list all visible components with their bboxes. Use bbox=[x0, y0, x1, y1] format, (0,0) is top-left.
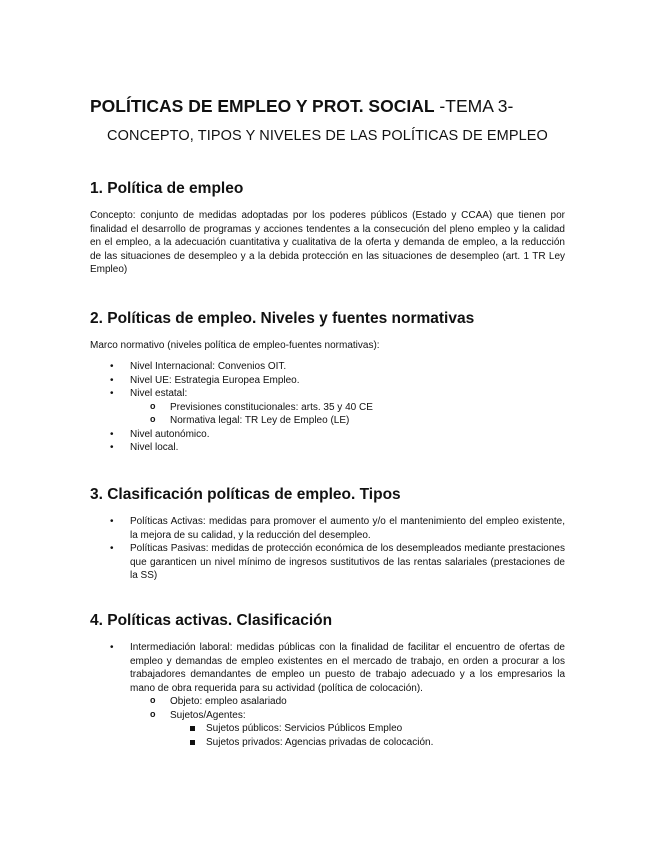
list-item bbox=[90, 641, 565, 749]
agent-item: Sujetos públicos: Servicios Públicos Empleo bbox=[170, 722, 565, 736]
sub-list-item: o Previsiones constitucionales: arts. 35 y 40 CE bbox=[130, 401, 565, 415]
sub-list-item: o Normativa legal: TR Ley de Empleo (LE) bbox=[130, 414, 565, 428]
section-2-list bbox=[90, 360, 565, 455]
section-4-list bbox=[90, 641, 565, 749]
list-item: • Nivel UE: Estrategia Europea Empleo. bbox=[90, 374, 565, 388]
list-item: • Políticas Pasivas: medidas de protección económica de los desempleados mediante prestaciones que garanticen un nivel mínimo de ingresos sustitutivos de las rentas salariales (prestaciones de la SS) bbox=[90, 542, 565, 583]
list-item: • Nivel Internacional: Convenios OIT. bbox=[90, 360, 565, 374]
list-item: • Políticas Activas: medidas para promover el aumento y/o el mantenimiento del empleo existente, la mejora de su calidad, y la reducción del desempleo. bbox=[90, 515, 565, 542]
agent-item: Sujetos privados: Agencias privadas de colocación. bbox=[170, 736, 565, 750]
section-4-heading: 4. Políticas activas. Clasificación bbox=[90, 612, 333, 629]
title-main: POLÍTICAS DE EMPLEO Y PROT. SOCIAL bbox=[90, 96, 435, 116]
section-3-list bbox=[90, 515, 565, 583]
list-item-label: Nivel estatal: bbox=[130, 388, 188, 399]
page-subtitle: CONCEPTO, TIPOS Y NIVELES DE LAS POLÍTICAS DE EMPLEO bbox=[107, 128, 548, 144]
agents-list bbox=[170, 722, 565, 749]
estatal-sublist bbox=[130, 401, 565, 428]
section-1-heading: 1. Política de empleo bbox=[90, 180, 244, 197]
section-2-intro: Marco normativo (niveles política de empleo-fuentes normativas): bbox=[90, 340, 380, 351]
intermediacion-sublist bbox=[130, 695, 565, 749]
title-suffix: -TEMA 3- bbox=[439, 96, 514, 116]
list-item: • Nivel local. bbox=[90, 441, 565, 455]
list-item-text: Intermediación laboral: medidas públicas con la finalidad de facilitar el encuentro de ofertas de empleo y demandas de empleo existentes en el mercado de trabajo, en orden a procurar a los trabajadores demandantes de empleo un puesto de trabajo adecuado y a los empresarios la mano de obra requerida para su actividad (política de colocación). bbox=[130, 642, 565, 694]
list-item: • Nivel autonómico. bbox=[90, 428, 565, 442]
sub-list-item: o Objeto: empleo asalariado bbox=[130, 695, 565, 709]
section-1-paragraph: Concepto: conjunto de medidas adoptadas por los poderes públicos (Estado y CCAA) que tienen por finalidad el desarrollo de programas y acciones tendentes a la consecución del pleno empleo y la calidad en el empleo, a la adecuación cuantitativa y cualitativa de la oferta y demanda de empleo, a la reducción de las situaciones de desempleo y a la debida protección en las situaciones de desempleo (art. 1 TR Ley Empleo) bbox=[90, 210, 565, 275]
page-title bbox=[90, 96, 513, 117]
section-2-heading: 2. Políticas de empleo. Niveles y fuentes normativas bbox=[90, 310, 475, 327]
list-item bbox=[90, 387, 565, 428]
section-3-heading: 3. Clasificación políticas de empleo. Tipos bbox=[90, 486, 401, 503]
sub-list-item-label: Sujetos/Agentes: bbox=[170, 709, 246, 721]
sub-list-item bbox=[130, 709, 565, 750]
